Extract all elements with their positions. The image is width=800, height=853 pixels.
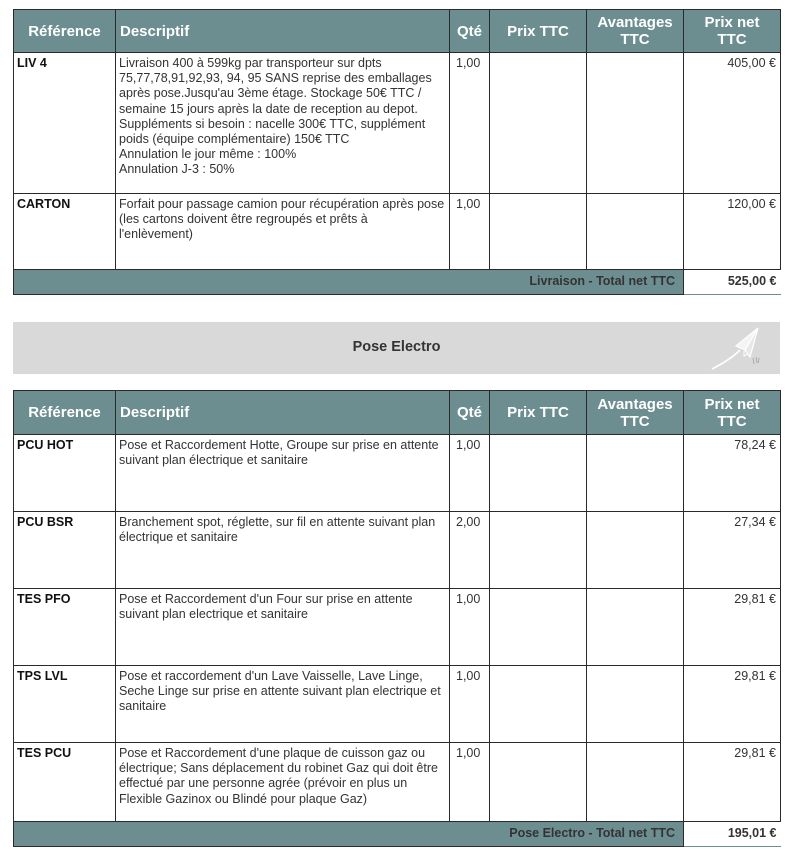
cell-descriptif: Branchement spot, réglette, sur fil en attente suivant plan électrique et sanitaire xyxy=(116,512,450,589)
cell-descriptif: Pose et raccordement d'un Lave Vaisselle, Lave Linge, Seche Linge sur prise en attente suivant plan electrique et sanitaire xyxy=(116,666,450,743)
cell-qte: 2,00 xyxy=(450,512,490,589)
cell-qte: 1,00 xyxy=(450,435,490,512)
cell-prix-ttc xyxy=(490,512,587,589)
col-header-qte: Qté xyxy=(450,391,490,435)
cell-prix-net-ttc: 29,81 € xyxy=(684,743,781,822)
total-row xyxy=(14,270,781,295)
cell-qte: 1,00 xyxy=(450,743,490,822)
pose-electro-table xyxy=(13,390,781,847)
cell-descriptif: Pose et Raccordement Hotte, Groupe sur prise en attente suivant plan électrique et sanitaire xyxy=(116,435,450,512)
col-header-prix-ttc: Prix TTC xyxy=(490,10,587,53)
livraison-total-label: Livraison - Total net TTC xyxy=(14,270,684,295)
col-header-prix-net-ttc: Prix net TTC xyxy=(684,10,781,53)
table-row xyxy=(14,743,781,822)
cell-prix-ttc xyxy=(490,53,587,194)
cell-avantages-ttc xyxy=(587,435,684,512)
cell-prix-net-ttc: 29,81 € xyxy=(684,666,781,743)
descriptif-line: Annulation le jour même : 100% xyxy=(119,147,297,162)
livraison-total-value: 525,00 € xyxy=(684,270,781,295)
cell-reference: TES PCU xyxy=(14,743,116,822)
cell-qte: 1,00 xyxy=(450,194,490,270)
col-header-prix-net-ttc: Prix net TTC xyxy=(684,391,781,435)
cell-prix-net-ttc: 29,81 € xyxy=(684,589,781,666)
cell-prix-ttc xyxy=(490,666,587,743)
cell-prix-net-ttc: 78,24 € xyxy=(684,435,781,512)
table-row xyxy=(14,194,781,270)
pose-electro-total-value: 195,01 € xyxy=(684,822,781,847)
cell-prix-ttc xyxy=(490,435,587,512)
descriptif-line: Annulation J-3 : 50% xyxy=(119,162,235,177)
cell-descriptif xyxy=(116,194,450,270)
cell-reference: PCU BSR xyxy=(14,512,116,589)
cell-avantages-ttc xyxy=(587,512,684,589)
table-header-row xyxy=(14,391,781,435)
cell-avantages-ttc xyxy=(587,666,684,743)
table-row xyxy=(14,666,781,743)
section-title: Pose Electro xyxy=(352,339,441,355)
descriptif-line: Livraison 400 à 599kg par transporteur sur dpts 75,77,78,91,92,93, 94, 95 SANS reprise des emballages après pose.Jusqu'au 3ème étage. Stockage 50€ TTC / semaine 15 jours après la date de reception au depot. Suppléments si besoin : nacelle 300€ TTC, supplément poids (équipe complémentaire) 150€ TTC xyxy=(119,56,432,147)
cell-qte: 1,00 xyxy=(450,666,490,743)
table-row xyxy=(14,589,781,666)
pose-electro-total-label: Pose Electro - Total net TTC xyxy=(14,822,684,847)
cell-reference: LIV 4 xyxy=(14,53,116,194)
table-row xyxy=(14,53,781,194)
col-header-avantages-ttc: Avantages TTC xyxy=(587,10,684,53)
col-header-reference: Référence xyxy=(14,391,116,435)
cell-avantages-ttc xyxy=(587,53,684,194)
cell-descriptif: Pose et Raccordement d'un Four sur prise en attente suivant plan electrique et sanitaire xyxy=(116,589,450,666)
table-header-row xyxy=(14,10,781,53)
cell-reference: CARTON xyxy=(14,194,116,270)
cell-qte: 1,00 xyxy=(450,53,490,194)
col-header-prix-ttc: Prix TTC xyxy=(490,391,587,435)
cell-reference: TPS LVL xyxy=(14,666,116,743)
col-header-descriptif: Descriptif xyxy=(116,10,450,53)
col-header-reference: Référence xyxy=(14,10,116,53)
total-row xyxy=(14,822,781,847)
cell-qte: 1,00 xyxy=(450,589,490,666)
cell-reference: PCU HOT xyxy=(14,435,116,512)
cell-avantages-ttc xyxy=(587,743,684,822)
table-row xyxy=(14,512,781,589)
cell-descriptif: Pose et Raccordement d'une plaque de cuisson gaz ou électrique; Sans déplacement du robinet Gaz qui doit être effectué par une personne agrée (prévoir en plus un Flexible Gazinox ou Blindé pour plaque Gaz) xyxy=(116,743,450,822)
cell-prix-net-ttc: 405,00 € xyxy=(684,53,781,194)
col-header-descriptif: Descriptif xyxy=(116,391,450,435)
cell-descriptif xyxy=(116,53,450,194)
section-banner-pose-electro xyxy=(13,322,780,374)
cell-avantages-ttc xyxy=(587,589,684,666)
cell-prix-ttc xyxy=(490,743,587,822)
table-row xyxy=(14,435,781,512)
livraison-table xyxy=(13,9,781,295)
cell-reference: TES PFO xyxy=(14,589,116,666)
descriptif-line: Forfait pour passage camion pour récupération après pose (les cartons doivent être regroupés et prêts à l'enlèvement) xyxy=(119,197,445,242)
cell-avantages-ttc xyxy=(587,194,684,270)
col-header-avantages-ttc: Avantages TTC xyxy=(587,391,684,435)
paper-plane-icon xyxy=(708,324,768,372)
col-header-qte: Qté xyxy=(450,10,490,53)
cell-prix-net-ttc: 27,34 € xyxy=(684,512,781,589)
cell-prix-ttc xyxy=(490,194,587,270)
cell-prix-net-ttc: 120,00 € xyxy=(684,194,781,270)
cell-prix-ttc xyxy=(490,589,587,666)
